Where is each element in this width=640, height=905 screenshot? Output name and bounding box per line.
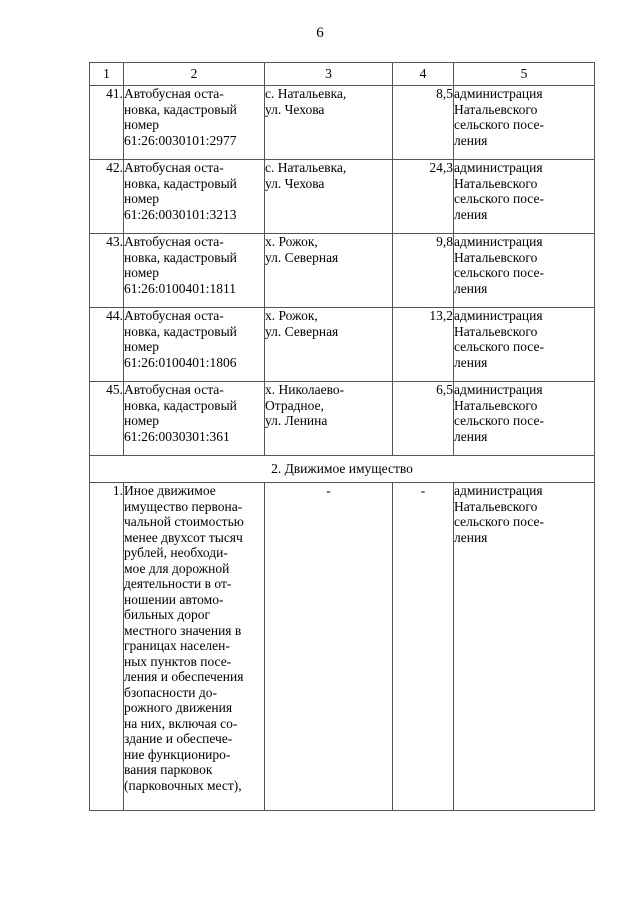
object-name [124,483,265,811]
object-name-line: новка, кадастровый [124,323,237,339]
object-owner-line: сельского посе- [454,413,544,428]
object-owner-line: сельского посе- [454,117,544,132]
object-address-line: ул. Ленина [265,413,328,428]
column-header: 3 [265,63,393,86]
object-name-line: новка, кадастровый [124,101,237,117]
object-name-line: 61:26:0030101:2977 [124,132,237,148]
table-row [90,308,595,382]
object-name-line: мое для дорожной [124,560,230,576]
row-number: 44. [90,308,124,382]
object-owner [454,382,595,456]
object-area: 6,5 [393,382,454,456]
object-name [124,160,265,234]
object-name-line: номер [124,339,160,354]
object-address-line: ул. Северная [265,323,339,339]
object-owner-line: ления [454,354,488,370]
object-owner-line: ления [454,529,488,545]
object-owner-line: ления [454,428,488,444]
object-address-line: Отрадное, [265,397,324,413]
object-area: 8,5 [393,86,454,160]
section-title: 2. Движимое имущество [90,456,595,483]
object-name-line: ние функциониро- [124,746,231,762]
object-area: - [393,483,454,811]
object-owner-line: ления [454,206,488,222]
object-name-line: номер [124,265,160,280]
object-name-line: 61:26:0030101:3213 [124,206,237,222]
object-name-line: Автобусная оста- [124,382,224,397]
object-name-line: Автобусная оста- [124,308,224,323]
object-name-line: ных пунктов посе- [124,653,232,669]
object-name-line: здание и обеспече- [124,731,233,746]
object-name-line: Автобусная оста- [124,160,224,175]
row-number: 43. [90,234,124,308]
object-address-line: ул. Северная [265,249,339,265]
object-name [124,308,265,382]
object-owner-line: администрация [454,86,543,101]
object-name-line: новка, кадастровый [124,175,237,191]
object-owner-line: сельского посе- [454,514,544,529]
object-owner-line: Натальевского [454,397,538,413]
object-name-line: местного значения в [124,622,242,638]
object-name-line: новка, кадастровый [124,249,237,265]
object-address [265,308,393,382]
object-name [124,86,265,160]
object-name-line: чальной стоимостью [124,514,244,529]
object-name-line: бильных дорог [124,607,211,622]
object-name-line: 61:26:0100401:1811 [124,280,237,296]
object-address-line: ул. Чехова [265,101,325,117]
object-name-line: имущество первона- [124,498,243,514]
object-name [124,234,265,308]
object-name [124,382,265,456]
object-owner-line: администрация [454,308,543,323]
object-area: 24,3 [393,160,454,234]
object-owner-line: администрация [454,483,543,498]
object-name-line: ления и обеспечения [124,669,244,684]
object-name-line: номер [124,117,160,132]
object-address [265,234,393,308]
object-owner-line: Натальевского [454,175,538,191]
object-name-line: бзопасности до- [124,684,217,700]
object-name-line: (парковочных мест), [124,777,242,793]
object-address-line: х. Николаево- [265,382,345,397]
object-address-line: х. Рожок, [265,308,318,323]
object-name-line: на них, включая со- [124,715,238,731]
table-row [90,86,595,160]
object-name-line: новка, кадастровый [124,397,237,413]
object-address-line: ул. Чехова [265,175,325,191]
object-name-line: Автобусная оста- [124,234,224,249]
object-name-line: 61:26:0100401:1806 [124,354,237,370]
column-header: 1 [90,63,124,86]
object-address [265,160,393,234]
object-owner-line: сельского посе- [454,191,544,206]
object-owner-line: сельского посе- [454,265,544,280]
object-name-line: 61:26:0030301:361 [124,428,230,444]
table-row [90,483,595,811]
object-owner-line: администрация [454,382,543,397]
row-number: 42. [90,160,124,234]
column-header: 2 [124,63,265,86]
object-name-line: деятельности в от- [124,576,232,591]
object-owner [454,308,595,382]
object-owner-line: Натальевского [454,101,538,117]
object-address-line: с. Натальевка, [265,86,347,101]
column-header: 4 [393,63,454,86]
object-owner-line: Натальевского [454,323,538,339]
row-number: 45. [90,382,124,456]
object-name-line: рублей, необходи- [124,545,228,560]
object-owner-line: Натальевского [454,498,538,514]
object-owner [454,483,595,811]
section-row [90,456,595,483]
table-row [90,382,595,456]
object-owner [454,86,595,160]
object-owner [454,234,595,308]
object-address: - [265,483,393,811]
object-name-line: Иное движимое [124,483,216,498]
object-owner-line: ления [454,132,488,148]
object-owner-line: администрация [454,234,543,249]
object-area: 13,2 [393,308,454,382]
object-owner-line: ления [454,280,488,296]
object-name-line: границах населен- [124,638,230,653]
object-name-line: вания парковок [124,762,213,777]
object-name-line: ношении автомо- [124,591,224,607]
table-header-row [90,63,595,86]
object-owner-line: администрация [454,160,543,175]
object-owner-line: Натальевского [454,249,538,265]
object-address [265,382,393,456]
column-header: 5 [454,63,595,86]
object-owner [454,160,595,234]
object-owner-line: сельского посе- [454,339,544,354]
object-name-line: Автобусная оста- [124,86,224,101]
row-number: 41. [90,86,124,160]
table-row [90,160,595,234]
object-name-line: номер [124,191,160,206]
row-number: 1. [90,483,124,811]
object-address-line: с. Натальевка, [265,160,347,175]
object-address [265,86,393,160]
object-name-line: номер [124,413,160,428]
page-number: 6 [316,25,324,41]
table-row [90,234,595,308]
property-table [89,62,595,811]
object-name-line: рожного движения [124,700,233,715]
object-area: 9,8 [393,234,454,308]
object-name-line: менее двухсот тысяч [124,529,243,545]
object-address-line: х. Рожок, [265,234,318,249]
